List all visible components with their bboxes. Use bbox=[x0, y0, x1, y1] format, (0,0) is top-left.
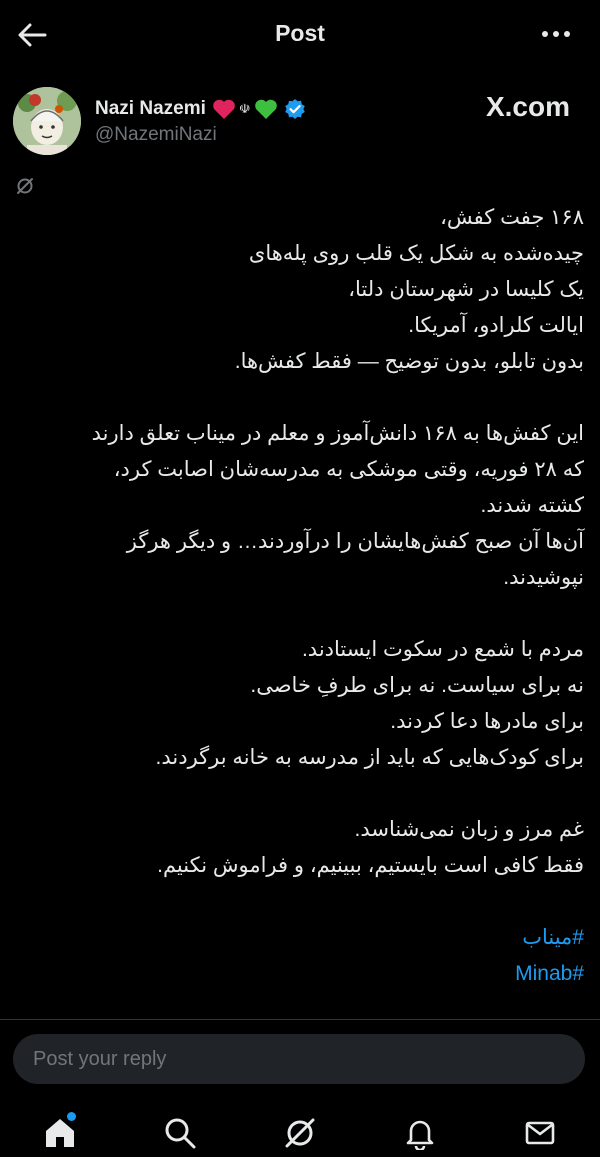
tweet-line: ۱۶۸ جفت کفش، bbox=[440, 206, 584, 229]
author-name-row bbox=[95, 94, 306, 124]
bottom-nav bbox=[0, 1099, 600, 1157]
nav-home[interactable] bbox=[40, 1113, 80, 1153]
avatar-illustration-icon bbox=[13, 87, 81, 155]
blank-line bbox=[0, 884, 584, 920]
tweet-line: آن‌ها آن صبح کفش‌هایشان را درآوردند… و دیگر هرگز bbox=[126, 530, 584, 553]
verified-badge-icon bbox=[284, 98, 306, 120]
blank-line bbox=[0, 380, 584, 416]
hashtag-line bbox=[0, 956, 584, 992]
flair-emojis bbox=[212, 98, 278, 120]
hashtag-link[interactable]: #Minab bbox=[515, 962, 584, 985]
green-heart-icon bbox=[254, 98, 278, 120]
tweet-line: ایالت کلرادو، آمریکا. bbox=[408, 314, 584, 337]
divider bbox=[0, 1019, 600, 1020]
nav-notifications[interactable] bbox=[400, 1113, 440, 1153]
search-icon bbox=[163, 1116, 197, 1150]
red-heart-icon bbox=[212, 98, 236, 120]
tweet-text bbox=[0, 200, 584, 992]
nav-search[interactable] bbox=[160, 1113, 200, 1153]
tweet-line: این کفش‌ها به ۱۶۸ دانش‌آموز و معلم در میناب تعلق دارند bbox=[91, 422, 584, 445]
tweet-line: برای مادرها دعا کردند. bbox=[390, 710, 584, 733]
tweet-line: چیده‌شده به شکل یک قلب روی پله‌های bbox=[248, 242, 584, 265]
tweet-line: نه برای سیاست. نه برای طرفِ خاصی. bbox=[250, 674, 584, 697]
hashtag-line bbox=[0, 920, 584, 956]
blank-line bbox=[0, 776, 584, 812]
notification-dot bbox=[67, 1112, 76, 1121]
lion-emblem-icon: ☫ bbox=[238, 101, 251, 117]
tweet-line: که ۲۸ فوریه، وقتی موشکی به مدرسه‌شان اصابت کرد، bbox=[113, 458, 584, 481]
author-display-name[interactable]: Nazi Nazemi bbox=[95, 98, 206, 119]
reply-input[interactable]: Post your reply bbox=[13, 1034, 585, 1084]
tweet-line: غم مرز و زبان نمی‌شناسد. bbox=[354, 818, 584, 841]
tweet-line: برای کودک‌هایی که باید از مدرسه به خانه برگردند. bbox=[155, 746, 584, 769]
xcom-watermark: X.com bbox=[485, 91, 570, 122]
page-title: Post bbox=[275, 20, 325, 46]
messages-icon bbox=[523, 1116, 557, 1150]
grok-icon[interactable] bbox=[15, 176, 35, 196]
avatar[interactable] bbox=[13, 87, 81, 155]
blank-line bbox=[0, 596, 584, 632]
tweet-line: کشته شدند. bbox=[480, 494, 584, 517]
more-dots-icon bbox=[541, 30, 571, 38]
nav-grok[interactable] bbox=[280, 1113, 320, 1153]
tweet-line: بدون تابلو، بدون توضیح — فقط کفش‌ها. bbox=[234, 350, 584, 373]
tweet-line: یک کلیسا در شهرستان دلتا، bbox=[348, 278, 584, 301]
more-options-button[interactable] bbox=[536, 20, 576, 48]
home-icon bbox=[43, 1116, 77, 1150]
grok-icon bbox=[283, 1116, 317, 1150]
top-bar bbox=[0, 0, 600, 68]
tweet-line: نپوشیدند. bbox=[503, 566, 584, 589]
author-handle[interactable]: @NazemiNazi bbox=[95, 124, 217, 145]
notifications-icon bbox=[403, 1116, 437, 1150]
nav-messages[interactable] bbox=[520, 1113, 560, 1153]
hashtag-link[interactable]: #میناب bbox=[522, 926, 584, 949]
tweet-line: مردم با شمع در سکوت ایستادند. bbox=[301, 638, 584, 661]
tweet-line: فقط کافی است بایستیم، ببینیم، و فراموش نکنیم. bbox=[157, 854, 584, 877]
